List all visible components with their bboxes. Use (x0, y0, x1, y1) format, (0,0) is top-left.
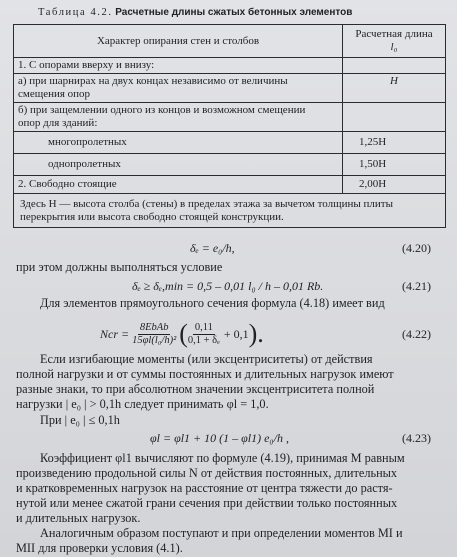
table-cell-value (343, 58, 446, 74)
equation-4-21-body: δₑ ≥ δₑ,min = 0,5 – 0,01 l₀ / h – 0,01 Rb. (132, 279, 324, 293)
table-row (14, 176, 446, 194)
table-row (14, 74, 446, 103)
text-line-content: Аналогичным образом поступают и при определении моментов MI и (40, 526, 403, 540)
table-cell-line: а) при шарнирах на двух концах независимо от величины (18, 75, 288, 87)
text-line-content: и кратковременных нагрузок на расстояние от центра тяжести до растя- (16, 481, 393, 495)
equation-4-22-tail: + 0,1 (223, 326, 249, 341)
table-cell-line: б) при защемлении одного из концов и возможном смещении (18, 104, 306, 116)
text-line-content: разные знаки, то при абсолютном значении эксцентриситета полной (16, 382, 375, 396)
table-caption-title: Расчетные длины сжатых бетонных элементов (115, 7, 353, 18)
right-paren: ). (248, 319, 264, 348)
equation-4-22-lhs: Ncr = (100, 326, 130, 341)
table-cell: 2. Свободно стоящие (14, 176, 343, 194)
table-cell (14, 103, 343, 132)
table-cell: 1. С опорами вверху и внизу: (14, 58, 343, 74)
table-note-row (14, 194, 446, 228)
design-lengths-table (13, 24, 446, 228)
text-line-content: и длительных нагрузок. (16, 511, 141, 525)
text-line-content: Если изгибающие моменты (или эксцентриситеты) от действия (40, 352, 373, 366)
table-cell-value: 2,00H (343, 176, 446, 194)
equation-4-20-body: δₑ = e₀/h, (190, 241, 235, 255)
header-design-length-line1: Расчетная длина (355, 28, 433, 40)
equation-4-23-body: φl = φl1 + 10 (1 – φl1) e₀/h , (150, 431, 289, 445)
equation-4-22-body (100, 318, 264, 350)
text-line-content: нутой или менее сжатой грани сечения при действии только постоянных (16, 496, 398, 510)
table-cell-value: 1,50H (343, 154, 446, 176)
left-paren: ( (179, 319, 188, 348)
text-line-content: MII для проверки условия (4.1). (16, 541, 183, 555)
table-cell-value: 1,25H (343, 132, 446, 154)
table-row (14, 103, 446, 132)
text-line-content: произведению продольной силы N от действия постоянных, длительных (16, 466, 398, 480)
fraction-denominator: 15φl(l₀/h)² (132, 334, 177, 346)
equation-number: (4.22) (402, 327, 431, 341)
fraction-denominator: 0,1 + δₑ (187, 334, 220, 346)
table-row (14, 154, 446, 176)
table-note (14, 194, 446, 228)
table-cell-line: смещения опор (18, 88, 91, 100)
text-line-content: нагрузки | e₀ | > 0,1h следует принимать φl = 1,0. (16, 397, 269, 411)
text-line-content: полной нагрузки и от суммы постоянных и длительных нагрузок имеют (16, 367, 394, 381)
text-line-content: Для элементов прямоугольного сечения формула (4.18) имеет вид (40, 296, 385, 310)
header-design-length (343, 25, 446, 58)
table-cell-value: H (343, 74, 446, 103)
fraction (188, 322, 220, 347)
fraction (132, 322, 176, 347)
table-note-line: перекрытия или высота свободно стоящей конструкции. (20, 211, 284, 223)
equation-number: (4.21) (402, 279, 431, 293)
equation-number: (4.20) (402, 241, 431, 255)
fraction-numerator: 0,11 (194, 321, 213, 333)
equation-number: (4.23) (402, 431, 431, 445)
table-caption-label: Таблица 4.2. (38, 7, 113, 18)
table-cell-line: опор для зданий: (18, 117, 98, 129)
header-design-length-line2: l₀ (390, 41, 398, 53)
text-line-content: При | e₀ | ≤ 0,1h (40, 413, 120, 427)
text-line-content: при этом должны выполняться условие (16, 260, 223, 274)
table-cell: однопролетных (14, 154, 343, 176)
table-header-row (14, 25, 446, 58)
table-caption (38, 7, 352, 18)
table-row (14, 58, 446, 74)
table-cell: многопролетных (14, 132, 343, 154)
table-note-line: Здесь H — высота столба (стены) в пределах этажа за вычетом толщины плиты (20, 198, 393, 210)
table-cell-value (343, 103, 446, 132)
equation-4-22 (0, 316, 457, 350)
table-cell (14, 74, 343, 103)
table-row (14, 132, 446, 154)
header-support-type: Характер опирания стен и столбов (14, 25, 343, 58)
text-line-content: Коэффициент φl1 вычисляют по формуле (4.19), принимая M равным (40, 451, 405, 465)
fraction-numerator: 8EbAb (139, 321, 169, 333)
